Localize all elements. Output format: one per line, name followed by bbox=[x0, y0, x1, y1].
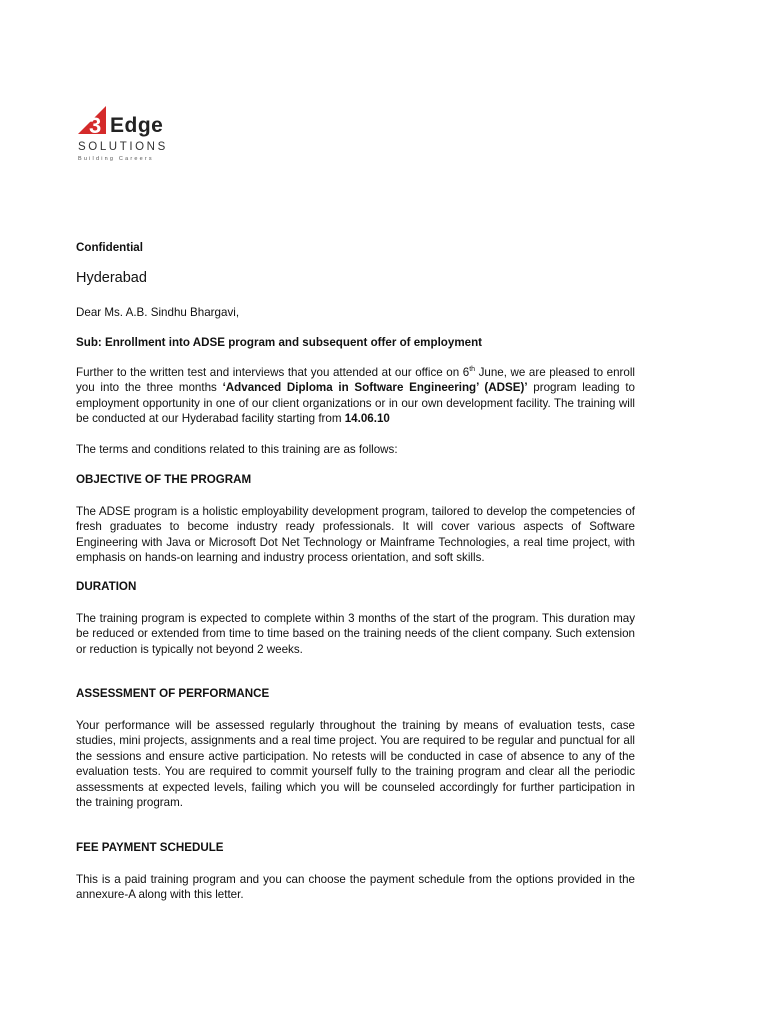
terms-intro: The terms and conditions related to this training are as follows: bbox=[76, 443, 398, 456]
intro-paragraph bbox=[76, 365, 635, 427]
intro-sup: th bbox=[469, 366, 476, 374]
program-name: ‘Advanced Diploma in Software Engineering’ (ADSE)’ bbox=[222, 381, 528, 395]
confidential-label: Confidential bbox=[76, 241, 143, 254]
section-heading-assessment: ASSESSMENT OF PERFORMANCE bbox=[76, 687, 270, 700]
salutation: Dear Ms. A.B. Sindhu Bhargavi, bbox=[76, 306, 240, 319]
intro-part1: Further to the written test and interviews that you attended at our office on 6 bbox=[76, 366, 470, 379]
section-body-objective: The ADSE program is a holistic employability development program, tailored to develop the competencies of fresh graduates to become industry ready professionals. It will cover various aspects of Software Engineering with Java or Microsoft Dot Net Technology or Mainframe Technologies, a real time project, with emphasis on hands-on learning and industry process orientation, and soft skills. bbox=[76, 505, 635, 565]
subject-line: Sub: Enrollment into ADSE program and subsequent offer of employment bbox=[76, 336, 483, 349]
company-logo bbox=[76, 104, 176, 166]
section-body-fee: This is a paid training program and you can choose the payment schedule from the options provided in the annexure-A along with this letter. bbox=[76, 873, 635, 902]
city-heading: Hyderabad bbox=[76, 270, 147, 286]
intro-part3: program leading to employment opportunity in one of our client organizations or in our own development facility. The training will be conducted at our Hyderabad facility starting from bbox=[76, 381, 635, 426]
section-heading-fee: FEE PAYMENT SCHEDULE bbox=[76, 841, 224, 854]
section-heading-duration: DURATION bbox=[76, 580, 137, 593]
section-body-assessment: Your performance will be assessed regularly throughout the training by means of evaluation tests, case studies, mini projects, assignments and a real time project. You are required to be regular and punctual for all the sessions and ensure active participation. No retests will be conducted in case of absence to any of the evaluation tests. You are required to commit yourself fully to the training program and clear all the periodic assessments at expected levels, failing which you will be counseled accordingly for further participation in the training program. bbox=[76, 719, 635, 810]
logo-solutions: SOLUTIONS bbox=[78, 141, 168, 153]
logo-word: Edge bbox=[110, 114, 164, 137]
logo-badge-number: 3 bbox=[89, 113, 102, 138]
start-date: 14.06.10 bbox=[344, 412, 390, 426]
intro-part2: June, we are pleased to enroll you into the three months bbox=[76, 366, 636, 395]
logo-tagline: Building Careers bbox=[78, 156, 154, 162]
section-body-duration: The training program is expected to complete within 3 months of the start of the program. This duration may be reduced or extended from time to time based on the training needs of the client company. Such extension or reduction is typically not beyond 2 weeks. bbox=[76, 612, 635, 656]
section-heading-objective: OBJECTIVE OF THE PROGRAM bbox=[76, 473, 252, 486]
